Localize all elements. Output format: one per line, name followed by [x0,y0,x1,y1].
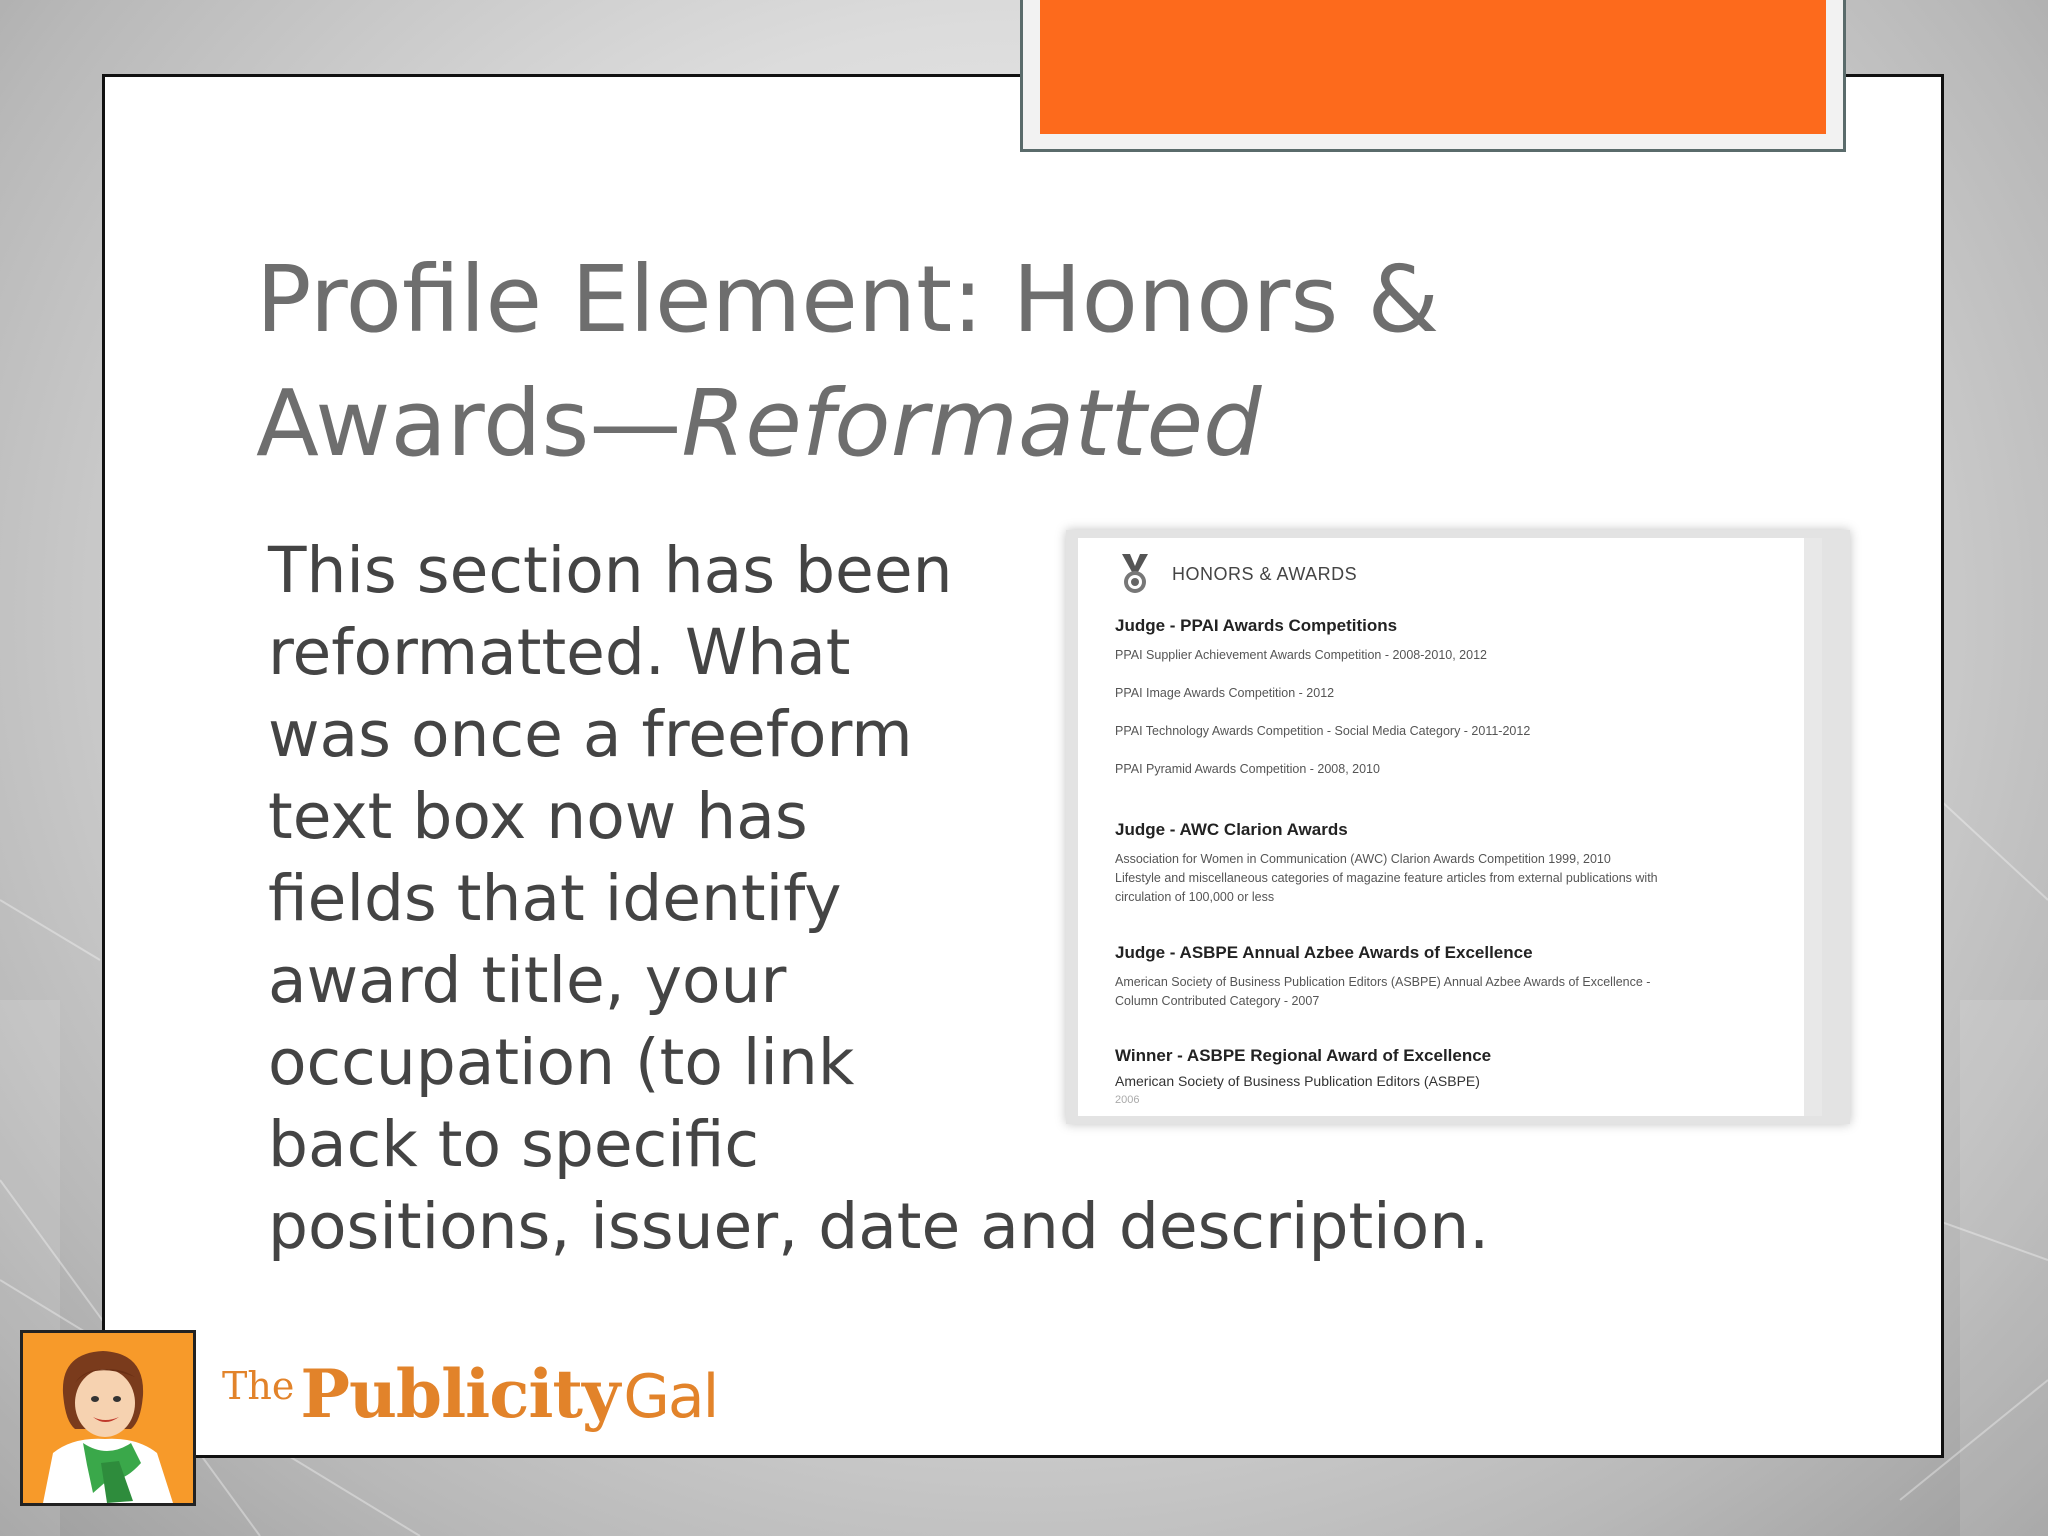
body-line: was once a freeform [268,698,913,771]
logo-gal: Gal [623,1362,718,1432]
honors-awards-screenshot [1066,530,1850,1124]
body-line: back to specific [268,1108,760,1181]
honors-awards-heading: HONORS & AWARDS [1172,563,1358,584]
award-detail: American Society of Business Publication Editors (ASBPE) Annual Azbee Awards of Excellence - [1115,975,1651,989]
award-detail: PPAI Technology Awards Competition - Social Media Category - 2011-2012 [1115,724,1531,738]
medal-icon [1118,552,1152,596]
body-line: fields that identify [268,862,842,935]
award-entry [1115,616,1795,779]
slide-title [256,238,1656,486]
award-title: Winner - ASBPE Regional Award of Excellence [1115,1046,1492,1065]
body-line: text box now has [268,780,808,853]
body-line: positions, issuer, date and description. [268,1190,1490,1263]
honors-awards-header [1118,552,1357,596]
honors-awards-panel [1078,538,1822,1116]
publicity-gal-avatar [20,1330,196,1506]
publicity-gal-logo [222,1355,717,1433]
cartoon-woman-icon [23,1333,193,1503]
award-detail: PPAI Image Awards Competition - 2012 [1115,686,1335,700]
logo-publicity: Publicity [300,1355,620,1433]
body-line: occupation (to link [268,1026,855,1099]
body-line: This section has been [268,534,953,607]
award-title: Judge - PPAI Awards Competitions [1115,616,1398,635]
award-detail: Column Contributed Category - 2007 [1115,994,1320,1008]
award-entry [1115,1046,1795,1109]
accent-bar [1040,0,1826,134]
award-detail: circulation of 100,000 or less [1115,890,1275,904]
award-detail: PPAI Supplier Achievement Awards Competition - 2008-2010, 2012 [1115,648,1487,662]
award-detail: PPAI Pyramid Awards Competition - 2008, 2010 [1115,762,1380,776]
award-year: 2006 [1115,1094,1140,1106]
award-detail: Lifestyle and miscellaneous categories of magazine feature articles from external publications with [1115,871,1658,885]
award-title: Judge - AWC Clarion Awards [1115,820,1348,839]
award-detail: Association for Women in Communication (AWC) Clarion Awards Competition 1999, 2010 [1115,852,1611,866]
card-scrollbar [1804,538,1822,1116]
logo-the: The [222,1364,295,1408]
award-title: Judge - ASBPE Annual Azbee Awards of Excellence [1115,943,1533,962]
title-main: Profile Element: Honors & Awards— [256,246,1440,477]
award-detail: American Society of Business Publication Editors (ASBPE) [1115,1073,1480,1089]
title-emphasis: Reformatted [681,370,1262,477]
body-line: award title, your [268,944,787,1017]
body-line: reformatted. What [268,616,851,689]
award-entry [1115,943,1795,1011]
award-entry [1115,820,1795,907]
